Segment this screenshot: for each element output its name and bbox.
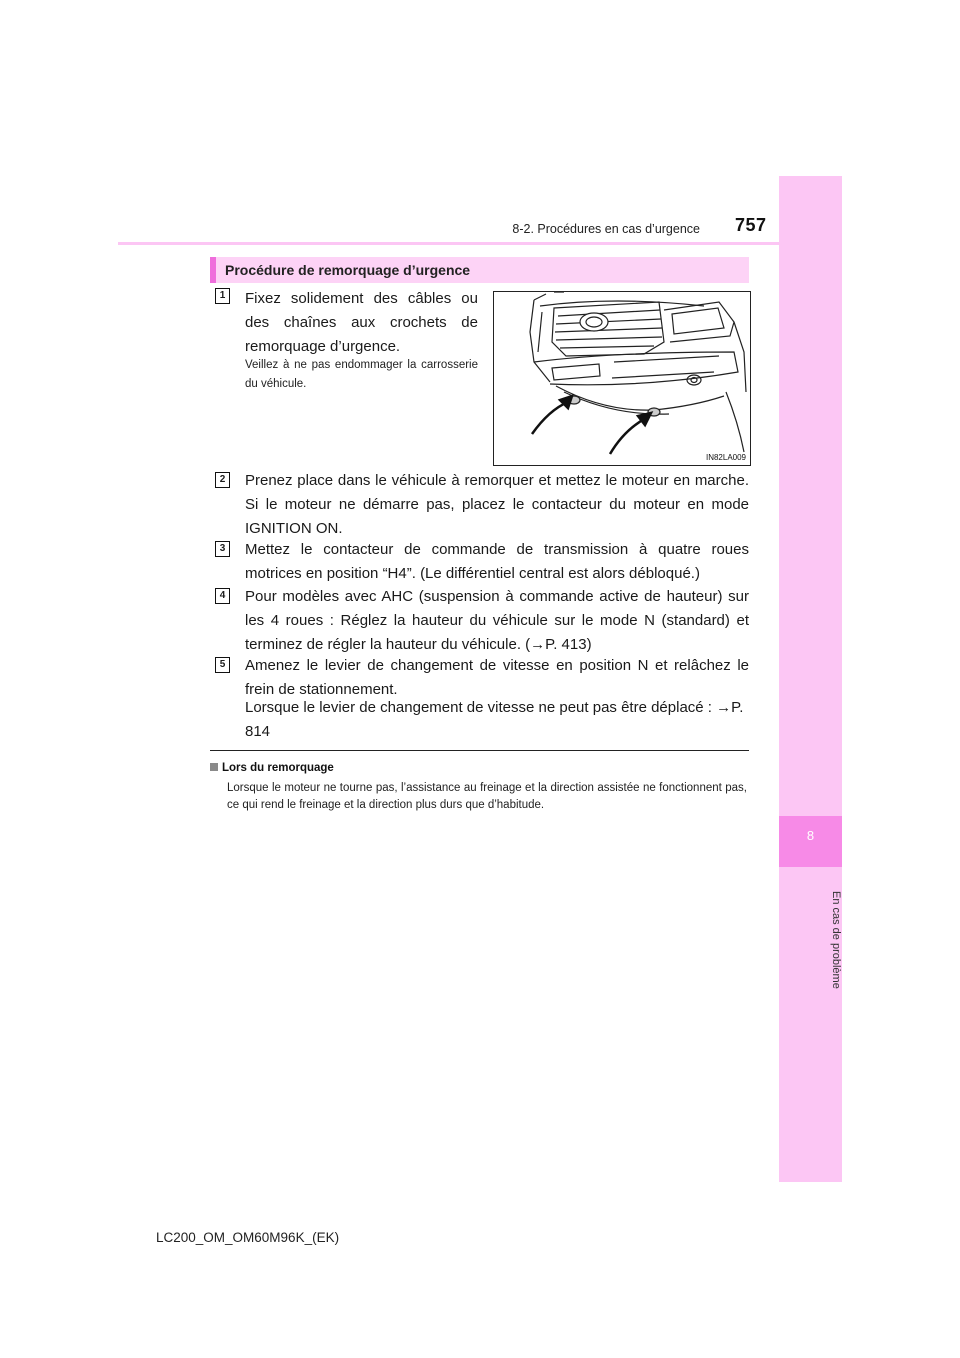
tow-hook-illustration: [493, 291, 751, 466]
step-number-1: 1: [215, 288, 230, 304]
step-3-text: Mettez le contacteur de commande de transmission à quatre roues motrices en position “H4”. (Le différentiel central est alors débloqué.): [245, 541, 749, 582]
figure-id: IN82LA009: [705, 453, 746, 462]
running-section-title: 8-2. Procédures en cas d’urgence: [512, 222, 700, 236]
step-2-text: Prenez place dans le véhicule à remorquer et mettez le moteur en marche. Si le moteur ne démarre pas, placez le contacteur du moteur en mode IGNITION ON.: [245, 472, 749, 537]
note-heading: [210, 762, 334, 774]
chapter-label: En cas de problème: [830, 891, 842, 989]
vehicle-front-drawing: [494, 292, 750, 465]
step-number-5: 5: [215, 657, 230, 673]
section-title: Procédure de remorquage d’urgence: [225, 262, 471, 278]
header-rule: [118, 242, 842, 245]
chapter-tab-strip: [779, 176, 842, 1182]
step-1-note: Veillez à ne pas endommager la carrosserie du véhicule.: [245, 359, 478, 390]
chapter-number: 8: [806, 828, 815, 843]
step-number-2: 2: [215, 472, 230, 488]
note-divider: [210, 750, 749, 751]
note-body: Lorsque le moteur ne tourne pas, l’assistance au freinage et la direction assistée ne fonctionnent pas, ce qui rend le freinage et la direction plus durs que d’habitude.: [227, 782, 747, 811]
step-4-text: Pour modèles avec AHC (suspension à commande active de hauteur) sur les 4 roues : Réglez la hauteur du véhicule sur le mode N (standard) et terminez de régler la hauteur du véhicule. (→P. 413): [245, 588, 749, 653]
page-number: 757: [735, 215, 767, 235]
section-banner-accent: [210, 257, 216, 283]
step-number-3: 3: [215, 541, 230, 557]
step-number-4: 4: [215, 588, 230, 604]
note-title: Lors du remorquage: [222, 762, 334, 774]
step-1-text: Fixez solidement des câbles ou des chaînes aux crochets de remorquage d’urgence.: [245, 290, 478, 355]
footer-code: LC200_OM_OM60M96K_(EK): [156, 1230, 340, 1245]
step-5-text-2: Lorsque le levier de changement de vitesse ne peut pas être déplacé : →P. 814: [245, 699, 744, 740]
step-5-text: Amenez le levier de changement de vitesse en position N et relâchez le frein de stationnement.: [245, 657, 749, 698]
bullet-square-icon: [210, 763, 218, 771]
